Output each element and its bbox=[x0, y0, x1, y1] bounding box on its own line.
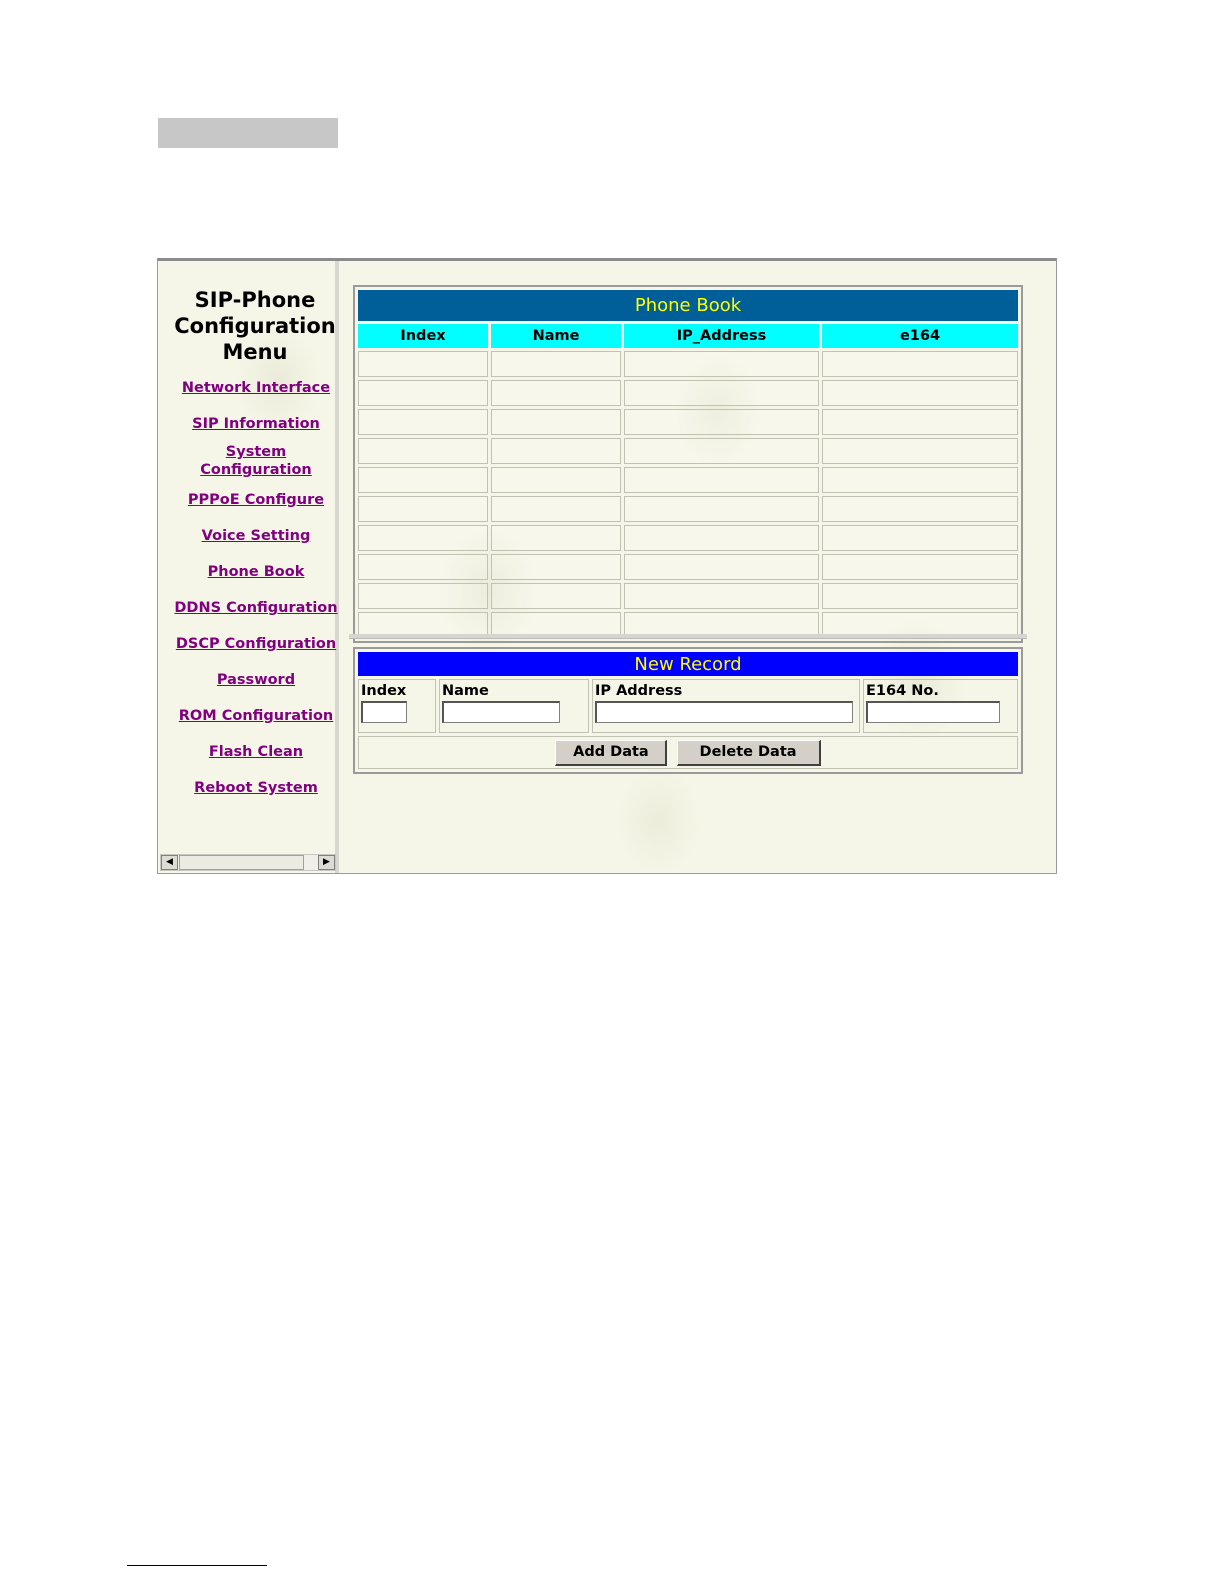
scrollbar-thumb[interactable] bbox=[179, 855, 304, 870]
table-cell bbox=[822, 583, 1018, 609]
table-row bbox=[358, 438, 1018, 464]
menu-link-voice-setting[interactable]: Voice Setting bbox=[201, 528, 311, 544]
footnote-rule bbox=[127, 1565, 267, 1566]
table-cell bbox=[491, 438, 621, 464]
table-cell bbox=[491, 351, 621, 377]
table-cell bbox=[358, 438, 488, 464]
delete-data-button[interactable]: Delete Data bbox=[677, 740, 821, 766]
table-cell bbox=[822, 554, 1018, 580]
table-cell bbox=[491, 583, 621, 609]
header-placeholder-bar bbox=[158, 118, 338, 148]
table-cell bbox=[624, 525, 819, 551]
table-cell bbox=[624, 467, 819, 493]
column-header-index: Index bbox=[358, 324, 488, 348]
menu-link-dscp-configuration[interactable]: DSCP Configuration bbox=[175, 636, 337, 652]
new-record-form bbox=[353, 647, 1023, 774]
table-cell bbox=[822, 438, 1018, 464]
scroll-right-icon[interactable]: ▶ bbox=[318, 855, 335, 870]
name-input[interactable] bbox=[442, 701, 560, 723]
table-cell bbox=[491, 380, 621, 406]
table-cell bbox=[624, 438, 819, 464]
name-field-cell bbox=[439, 679, 589, 733]
table-cell bbox=[624, 409, 819, 435]
table-cell bbox=[358, 409, 488, 435]
ip-address-label: IP Address bbox=[595, 683, 683, 699]
menu-link-flash-clean[interactable]: Flash Clean bbox=[208, 744, 304, 760]
e164-input[interactable] bbox=[866, 701, 1000, 723]
table-cell bbox=[624, 554, 819, 580]
menu-link-system-configuration[interactable]: System Configuration bbox=[200, 444, 312, 478]
table-cell bbox=[358, 380, 488, 406]
table-cell bbox=[491, 467, 621, 493]
table-row bbox=[358, 351, 1018, 377]
table-row bbox=[358, 467, 1018, 493]
menu-link-phone-book[interactable]: Phone Book bbox=[207, 564, 305, 580]
menu-link-pppoe-configure[interactable]: PPPoE Configure bbox=[187, 492, 325, 508]
table-cell bbox=[822, 351, 1018, 377]
phone-book-title: Phone Book bbox=[358, 290, 1018, 321]
table-row bbox=[358, 409, 1018, 435]
table-row bbox=[358, 380, 1018, 406]
table-row bbox=[358, 583, 1018, 609]
phone-book-rows bbox=[358, 351, 1018, 638]
column-header-ip-address: IP_Address bbox=[624, 324, 819, 348]
table-cell bbox=[358, 554, 488, 580]
ip-address-field-cell bbox=[592, 679, 860, 733]
table-cell bbox=[358, 583, 488, 609]
table-row bbox=[358, 496, 1018, 522]
table-cell bbox=[624, 496, 819, 522]
table-cell bbox=[822, 467, 1018, 493]
index-label: Index bbox=[361, 683, 407, 699]
browser-window bbox=[157, 258, 1057, 874]
table-cell bbox=[358, 351, 488, 377]
section-divider bbox=[349, 634, 1027, 639]
name-label: Name bbox=[442, 683, 489, 699]
add-data-button[interactable]: Add Data bbox=[555, 740, 667, 766]
ip-address-input[interactable] bbox=[595, 701, 853, 723]
e164-field-cell bbox=[863, 679, 1018, 733]
table-cell bbox=[491, 525, 621, 551]
index-input[interactable] bbox=[361, 701, 407, 723]
content-frame bbox=[339, 261, 1056, 873]
menu-link-sip-information[interactable]: SIP Information bbox=[192, 416, 320, 432]
table-cell bbox=[624, 380, 819, 406]
e164-label: E164 No. bbox=[866, 683, 939, 699]
table-row bbox=[358, 525, 1018, 551]
column-header-e164: e164 bbox=[822, 324, 1018, 348]
menu-link-ddns-configuration[interactable]: DDNS Configuration bbox=[174, 600, 338, 616]
table-row bbox=[358, 554, 1018, 580]
horizontal-scrollbar[interactable] bbox=[160, 854, 336, 871]
table-cell bbox=[624, 583, 819, 609]
table-cell bbox=[491, 409, 621, 435]
table-cell bbox=[358, 525, 488, 551]
table-cell bbox=[358, 467, 488, 493]
index-field-cell bbox=[358, 679, 436, 733]
table-cell bbox=[822, 409, 1018, 435]
phone-book-table bbox=[353, 285, 1023, 643]
menu-frame bbox=[158, 261, 339, 873]
table-cell bbox=[491, 496, 621, 522]
table-cell bbox=[491, 554, 621, 580]
table-cell bbox=[822, 525, 1018, 551]
new-record-title: New Record bbox=[358, 652, 1018, 676]
menu-link-network-interface[interactable]: Network Interface bbox=[181, 380, 331, 396]
menu-link-reboot-system[interactable]: Reboot System bbox=[194, 780, 318, 796]
table-cell bbox=[822, 496, 1018, 522]
menu-link-password[interactable]: Password bbox=[216, 672, 296, 688]
column-header-name: Name bbox=[491, 324, 621, 348]
form-button-row bbox=[358, 736, 1018, 769]
table-cell bbox=[358, 496, 488, 522]
menu-link-rom-configuration[interactable]: ROM Configuration bbox=[178, 708, 334, 724]
scroll-left-icon[interactable]: ◀ bbox=[161, 855, 178, 870]
table-cell bbox=[624, 351, 819, 377]
table-cell bbox=[822, 380, 1018, 406]
menu-title: SIP-Phone Configuration Menu bbox=[174, 288, 336, 364]
